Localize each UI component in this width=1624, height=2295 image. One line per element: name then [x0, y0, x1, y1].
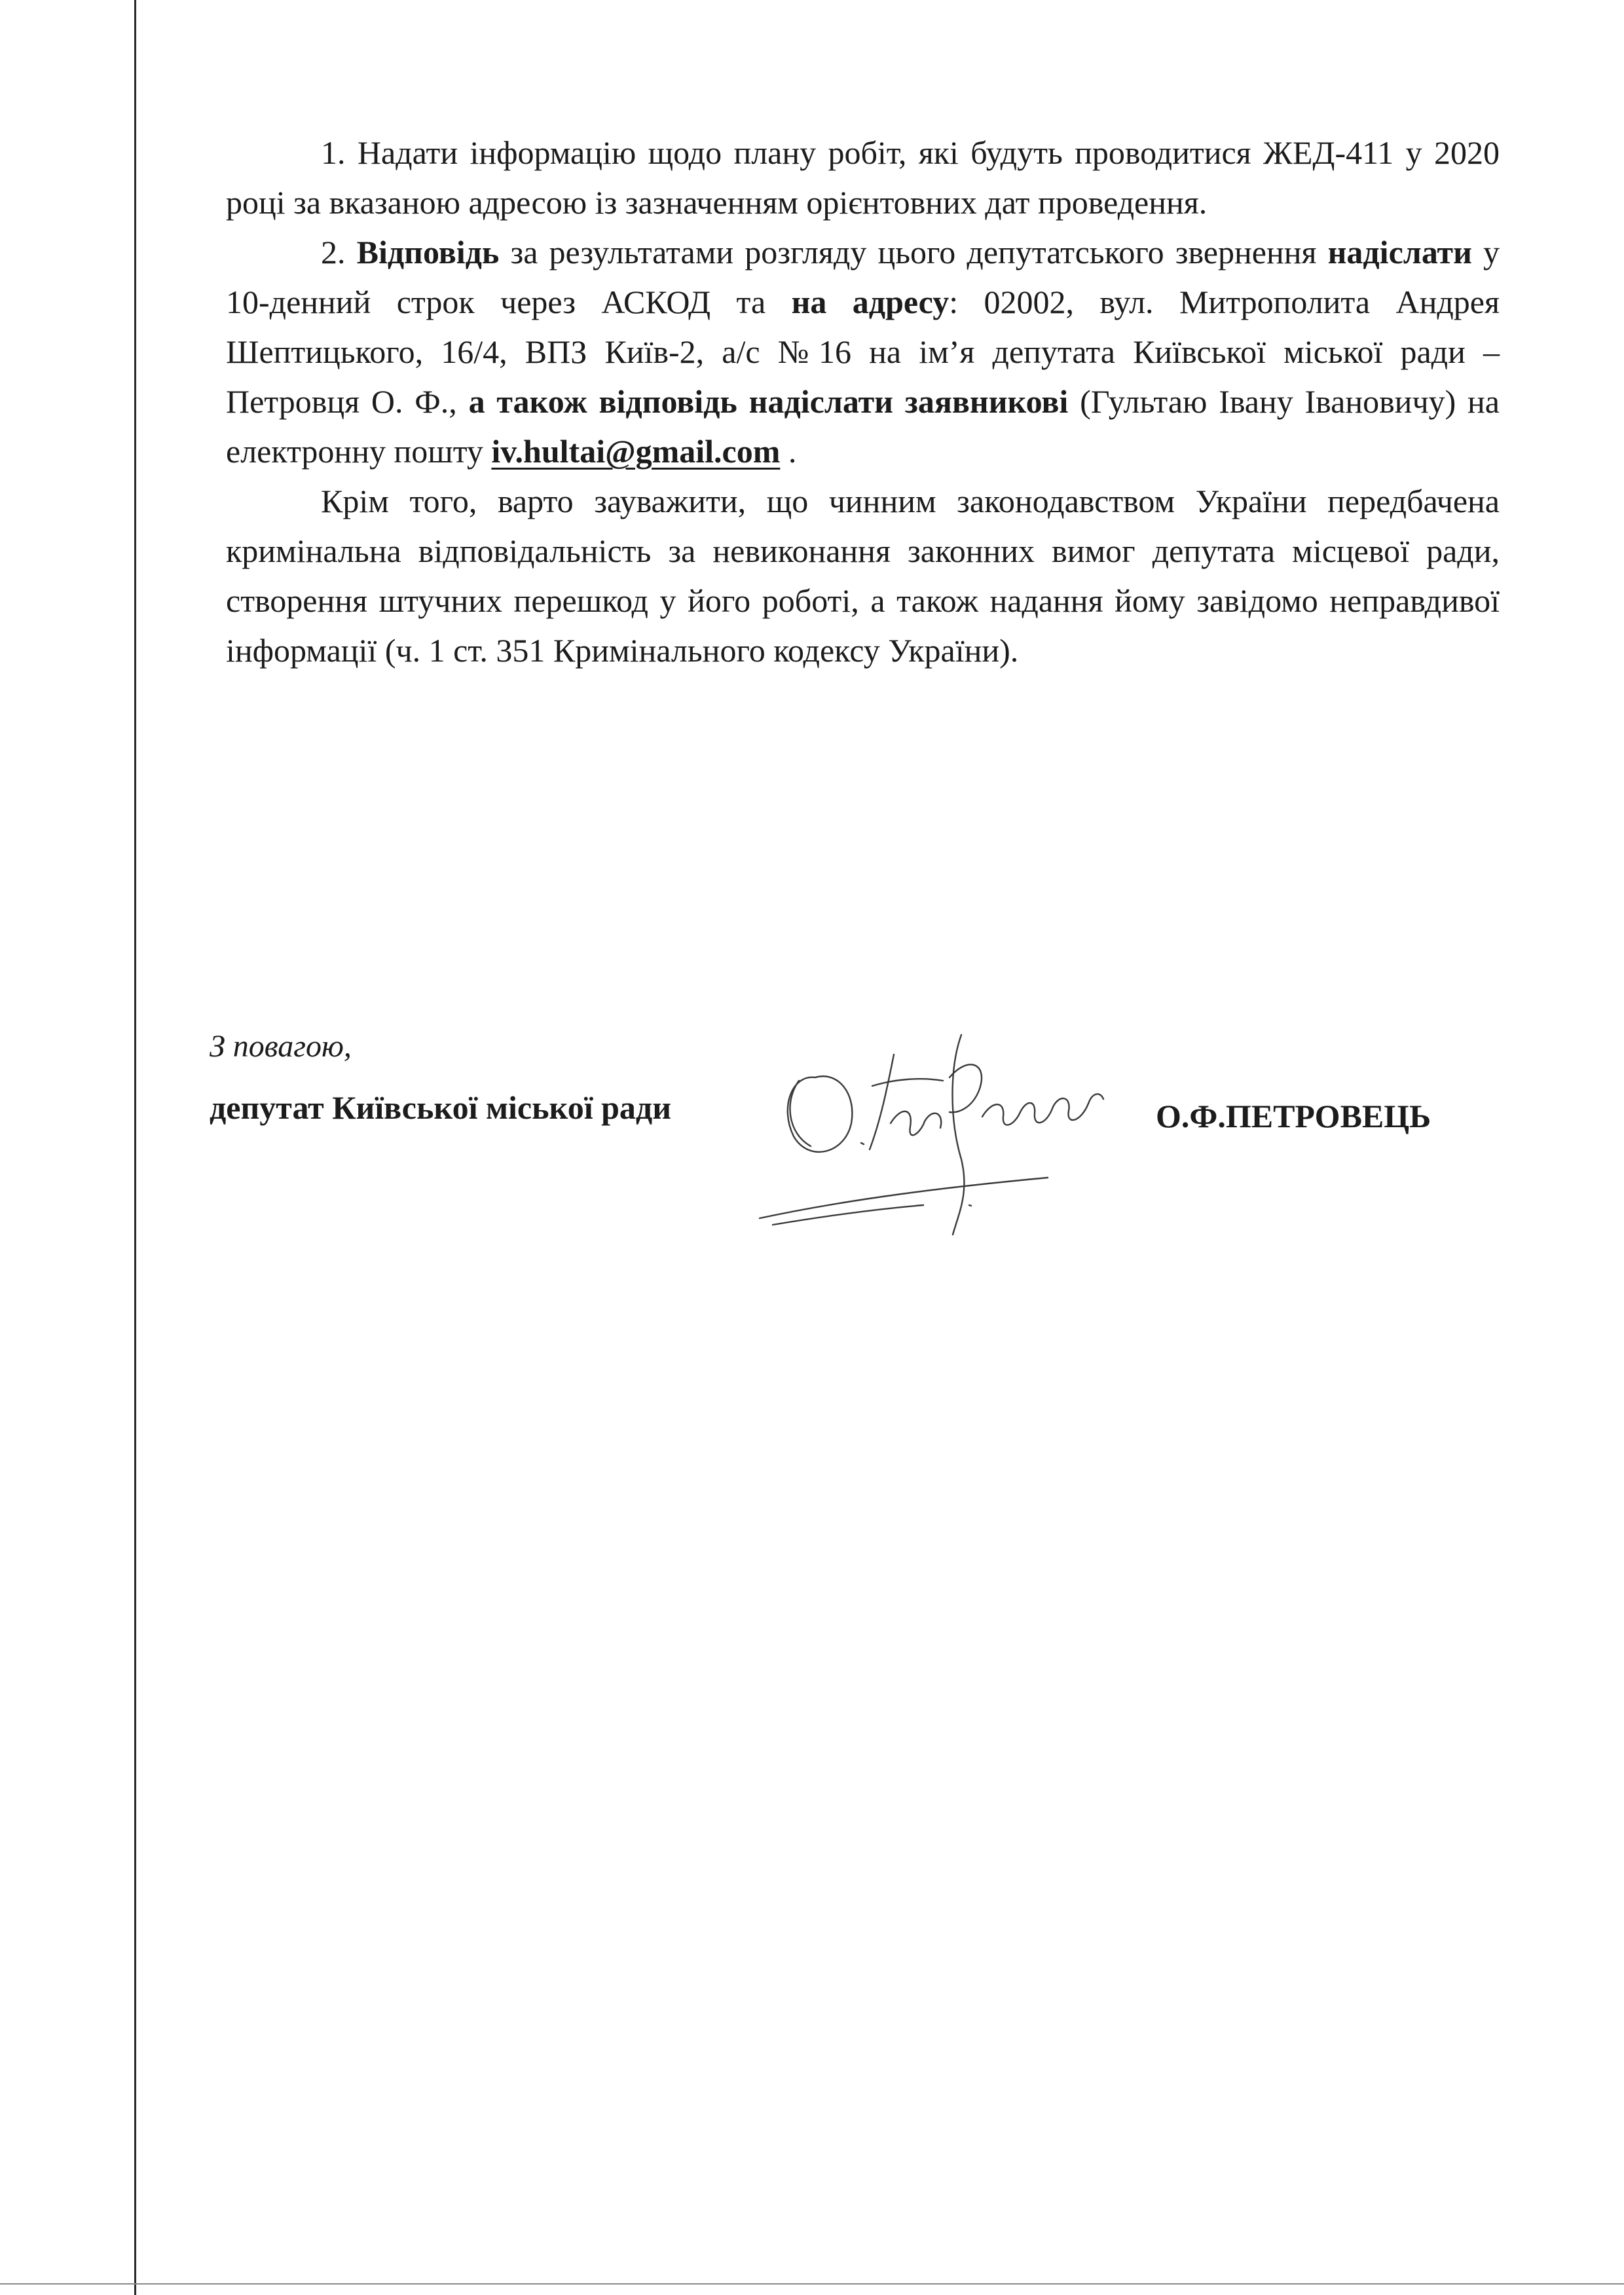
paragraph-2-text-5: .: [780, 433, 797, 470]
bold-response: Відповідь: [356, 234, 500, 271]
email-link[interactable]: iv.hultai@gmail.com: [491, 433, 781, 470]
scan-bottom-edge: [0, 2283, 1624, 2285]
handwritten-signature: [753, 1009, 1146, 1244]
paragraph-2-text-3: : 02002, вул. Митрополита Андрея Шептицького, 16/4, ВПЗ Київ-2, а/с №16 на ім’я депутата Київської міської ради – Петровця О. Ф.,: [226, 284, 1500, 420]
closing-phrase: З повагою,: [210, 1029, 352, 1064]
scan-left-edge: [134, 0, 136, 2295]
paragraph-item-2: [226, 227, 1500, 476]
paragraph-liability: [226, 476, 1500, 675]
paragraph-1-text: 1. Надати інформацію щодо плану робіт, які будуть проводитися ЖЕД-411 у 2020 році за вказаною адресою із зазначенням орієнтовних дат проведення.: [226, 134, 1500, 221]
paragraph-2-text-4: (Гультаю Івану Івановичу) на електронну пошту: [226, 383, 1500, 470]
paragraph-2-number: 2.: [321, 234, 357, 271]
paragraph-2-text-1: за результатами розгляду цього депутатського звернення: [499, 234, 1328, 271]
signer-position: депутат Київської міської ради: [210, 1089, 672, 1126]
bold-send: надіслати: [1327, 234, 1472, 271]
paragraph-3-text: Крім того, варто зауважити, що чинним законодавством України передбачена кримінальна відповідальність за невиконання законних вимог депутата місцевої ради, створення штучних перешкод у його роботі, а також надання йому завідомо неправдивої інформації (ч. 1 ст. 351 Кримінального кодексу України).: [226, 483, 1500, 669]
bold-address: на адресу: [791, 284, 950, 320]
bold-also-send: а також відповідь надіслати заявникові: [468, 383, 1069, 420]
signer-name: О.Ф.ПЕТРОВЕЦЬ: [1156, 1098, 1431, 1134]
paragraph-item-1: [226, 128, 1500, 227]
paragraph-2-text-2: у 10-денний строк через АСКОД та: [226, 234, 1500, 320]
letter-body: [226, 128, 1500, 675]
